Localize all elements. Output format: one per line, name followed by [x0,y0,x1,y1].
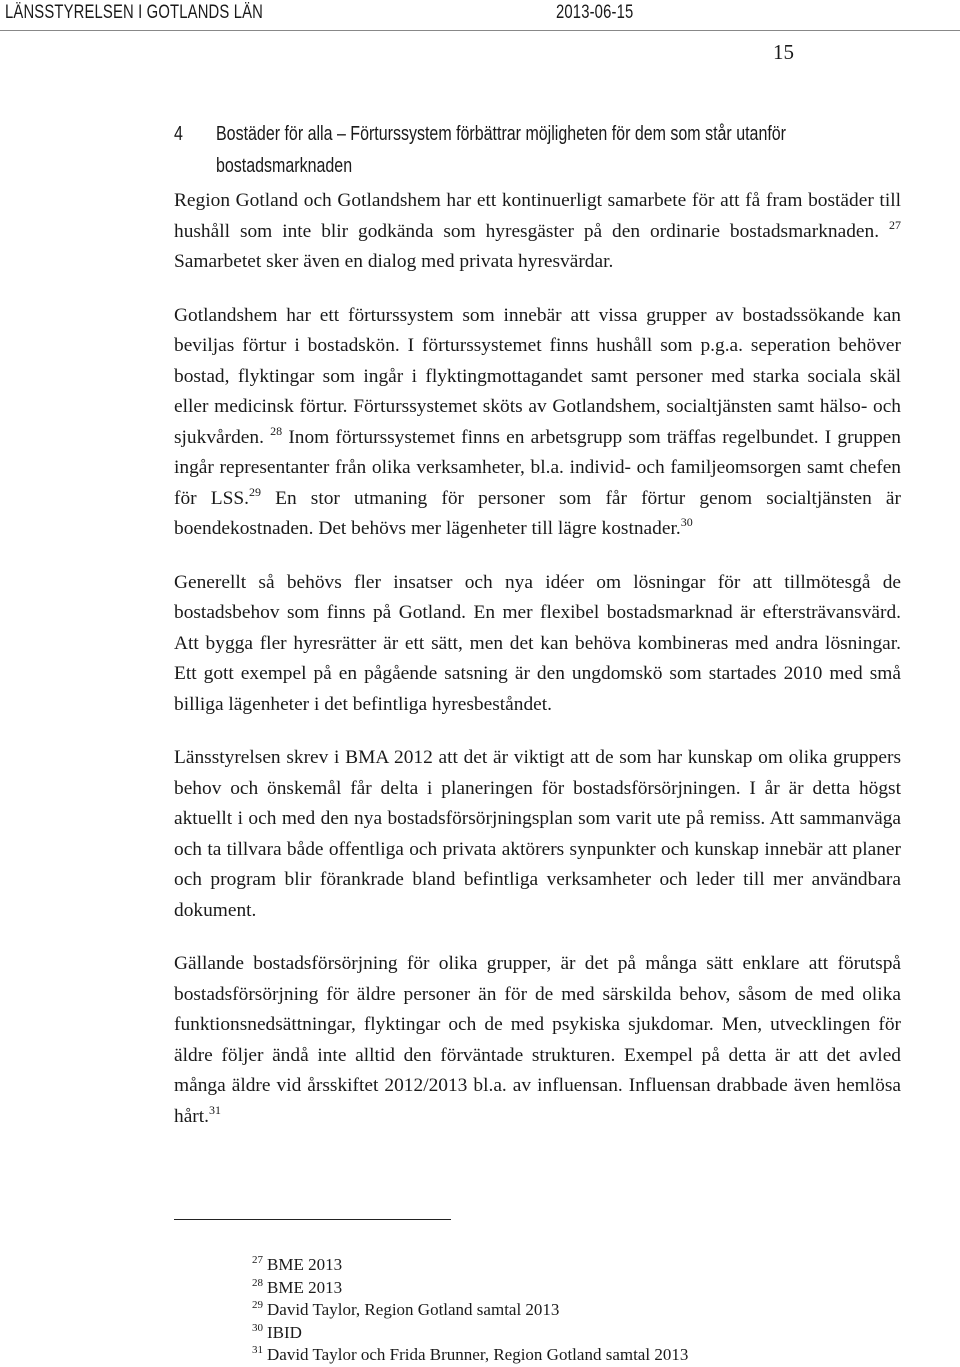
footnotes [252,1254,852,1367]
header-organization: LÄNSSTYRELSEN I GOTLANDS LÄN [5,2,264,23]
footnote-number: 28 [252,1276,263,1289]
footnote-text: David Taylor och Frida Brunner, Region Gotland samtal 2013 [267,1345,689,1365]
paragraph-2 [174,301,901,545]
footnote-item [252,1277,852,1300]
body-text [174,186,901,1155]
paragraph-2-text-a: Gotlandshem har ett förturssystem som innebär att vissa grupper av bostadssökande kan beviljas förtur i bostadskön. I förturssystemet finns hushåll som p.g.a. seperation behöver bostad, flyktingar som ingår i flyktingmottagandet samt personer med starka sociala skäl eller medicinsk förtur. Förturssystemet sköts av Gotlandshem, socialtjänsten samt hälso- och sjukvården. [174,304,901,448]
footnote-number: 29 [252,1299,263,1312]
paragraph-2-text-c: En stor utmaning för personer som får förtur genom socialtjänsten är boendekostnaden. Det behövs mer lägenheter till lägre kostnader. [174,487,901,539]
footnote-item [252,1254,852,1277]
section-number: 4 [174,123,183,145]
paragraph-1-text-b: Samarbetet sker även en dialog med privata hyresvärdar. [174,251,614,272]
footnote-number: 31 [252,1344,263,1357]
footnote-ref-29[interactable]: 29 [249,484,261,499]
footnote-ref-27[interactable]: 27 [889,217,901,232]
header-divider [0,30,960,31]
page-header [0,0,960,28]
footnote-item [252,1344,852,1367]
paragraph-1 [174,186,901,278]
footnote-ref-31[interactable]: 31 [209,1102,221,1117]
paragraph-5 [174,949,901,1132]
paragraph-5-text: Gällande bostadsförsörjning för olika grupper, är det på många sätt enklare att förutspå bostadsförsörjning för äldre personer än för de med särskilda behov, såsom de med olika funktionsnedsättningar, flyktingar och de med psykiska sjukdomar. Men, utvecklingen för äldre följer ändå inte alltid den förväntade strukturen. Exempel på detta är att det avled många äldre vid årsskiftet 2012/2013 bl.a. av influensan. Influensan drabbade även hemlösa hårt. [174,953,901,1127]
footnote-ref-30[interactable]: 30 [680,515,693,529]
paragraph-4: Länsstyrelsen skrev i BMA 2012 att det är viktigt att de som har kunskap om olika gruppers behov och önskemål får delta i planeringen för bostadsförsörjningen. I år är detta högst aktuellt i och med den nya bostadsförsörjningsplan som varit ute på remiss. Att sammanväga och ta tillvara både offentliga och privata aktörers synpunkter och kunskap innebär att planer och program blir förankrade bland befintliga verksamheter och leder till mer användbara dokument. [174,747,901,921]
page-number: 15 [773,40,794,64]
footnote-ref-28[interactable]: 28 [270,423,283,438]
header-date: 2013-06-15 [556,2,634,23]
section-title: Bostäder för alla – Förturssystem förbättrar möjligheten för dem som står utanför bostadsmarknaden [216,123,787,177]
footnote-number: 27 [252,1254,263,1266]
footnote-text: BME 2013 [267,1277,343,1297]
paragraph-2-text-b: Inom förturssystemet finns en arbetsgrupp som träffas regelbundet. I gruppen ingår representanter från olika verksamheter, bl.a. individ- och familjeomsorgen samt chefen för LSS. [174,426,901,509]
footnote-text: David Taylor, Region Gotland samtal 2013 [267,1300,560,1320]
footnote-number: 30 [252,1321,263,1334]
footnote-item [252,1299,852,1322]
paragraph-1-text-a: Region Gotland och Gotlandshem har ett kontinuerligt samarbete för att få fram bostäder till hushåll som inte blir godkända som hyresgäster på den ordinarie bostadsmarknaden. [174,190,901,242]
footnote-divider [174,1219,451,1220]
footnote-text: IBID [267,1322,302,1342]
paragraph-3: Generellt så behövs fler insatser och nya idéer om lösningar för att tillmötesgå de bostadsbehov som finns på Gotland. En mer flexibel bostadsmarknad är eftersträvansvärd. Att bygga fler hyresrätter är ett sätt, men det kan behöva kombineras med andra lösningar. Ett gott exempel på en pågående satsning är den ungdomskö som startades 2010 med små billiga lägenheter i det befintliga hyresbeståndet. [174,571,901,715]
footnote-text: BME 2013 [267,1255,343,1274]
footnote-item [252,1322,852,1345]
